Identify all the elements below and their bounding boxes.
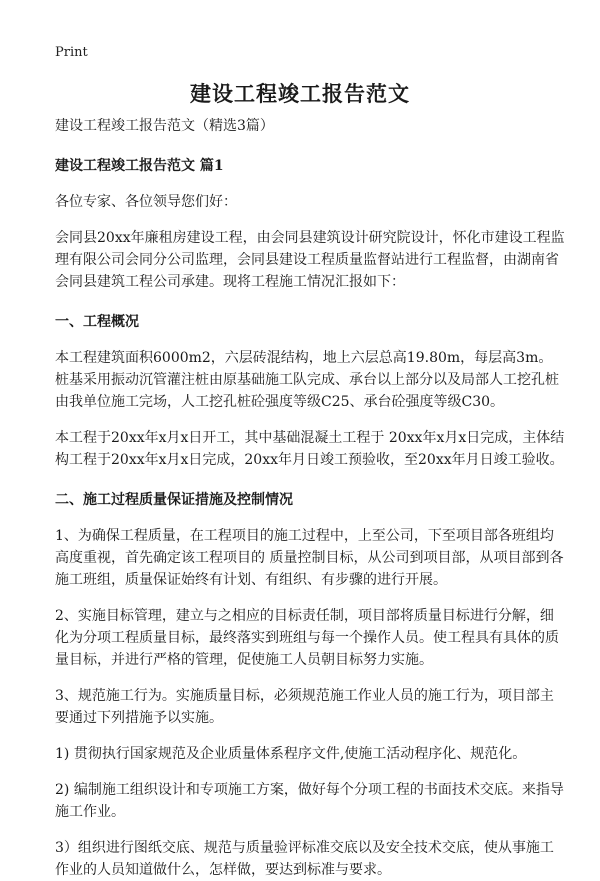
greeting-paragraph: 各位专家、各位领导您们好： — [55, 194, 237, 210]
quality-paragraph-2: 2、实施目标管理，建立与之相应的目标责任制，项目部将质量目标进行分解，细化为分项工程质量目标，最终落实到班组与每一个操作人员。使工程具有具体的质量目标，并进行严格的管理，促使施工人员朝目标努力实施。 — [55, 608, 559, 668]
print-link[interactable]: Print — [55, 45, 88, 60]
quality-paragraph-1: 1、为确保工程质量，在工程项目的施工过程中，上至公司，下至项目部各班组均高度重视，首先确定该工程项目的 质量控制目标，从公司到项目部，从项目部到各施工班组，质量保证始终有计划、有组织、有步骤的进行开展。 — [55, 528, 564, 588]
document-body — [55, 115, 565, 881]
page-title: 建设工程竣工报告范文 — [190, 81, 410, 106]
quality-measure-2: 2) 编制施工组织设计和专项施工方案，做好每个分项工程的书面技术交底。来指导施工作业。 — [55, 782, 564, 820]
article-heading: 建设工程竣工报告范文 篇1 — [55, 158, 224, 174]
overview-paragraph-2: 本工程于20xx年x月x日开工，其中基础混凝土工程于 20xx年x月x日完成，主体结构工程于20xx年x月x日完成，20xx年月日竣工预验收，至20xx年月日竣工验收。 — [55, 430, 565, 468]
section-heading-overview: 一、工程概况 — [55, 314, 139, 330]
overview-paragraph-1: 本工程建筑面积6000m2，六层砖混结构，地上六层总高19.80m，每层高3m。桩基采用振动沉管灌注桩由原基础施工队完成、承台以上部分以及局部人工挖孔桩由我单位施工完场，人工挖孔桩砼强度等级C25、承台砼强度等级C30。 — [55, 350, 559, 410]
quality-measure-1: 1) 贯彻执行国家规范及企业质量体系程序文件,使施工活动程序化、规范化。 — [55, 746, 527, 762]
quality-measure-3: 3）组织进行图纸交底、规范与质量验评标准交底以及安全技术交底，使从事施工作业的人员知道做什么，怎样做，要达到标准与要求。 — [55, 840, 554, 878]
quality-paragraph-3: 3、规范施工行为。实施质量目标，必须规范施工作业人员的施工行为，项目部主要通过下列措施予以实施。 — [55, 688, 554, 726]
section-heading-quality: 二、施工过程质量保证措施及控制情况 — [55, 492, 293, 508]
intro-paragraph: 会同县20xx年廉租房建设工程，由会同县建筑设计研究院设计，怀化市建设工程监理有限公司会同分公司监理，会同县建设工程质量监督站进行工程监督，由湖南省会同县建筑工程公司承建。现将工程施工情况汇报如下： — [55, 230, 565, 290]
document-subtitle: 建设工程竣工报告范文（精选3篇） — [55, 118, 274, 134]
